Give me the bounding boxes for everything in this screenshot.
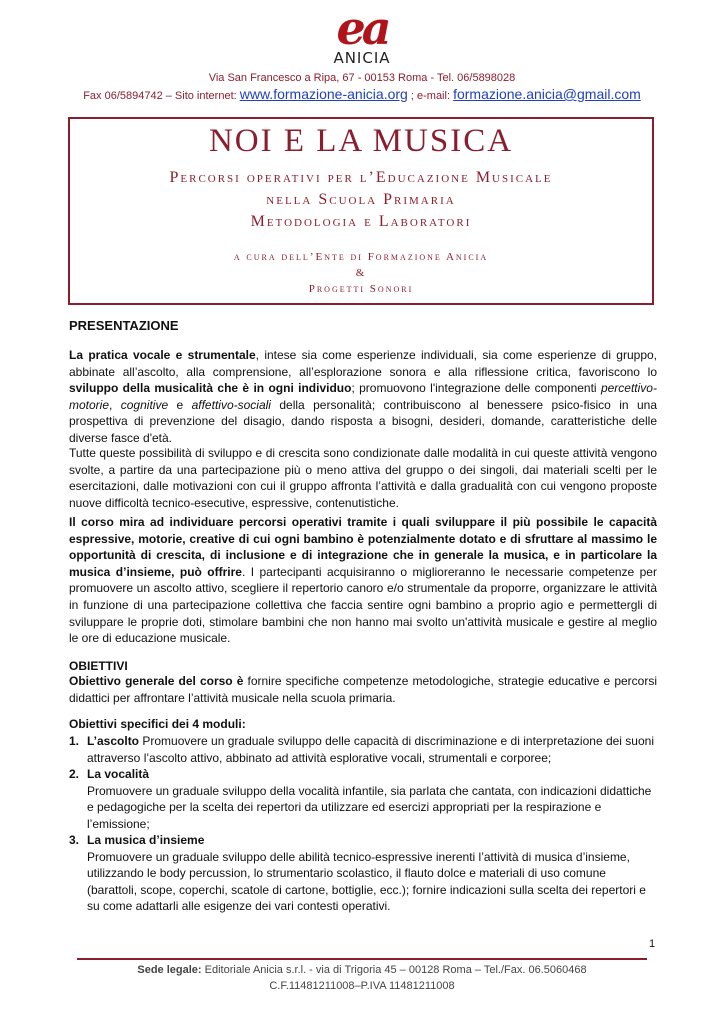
paragraph-corso <box>69 514 657 647</box>
bold-text: Il corso mira ad individuare percorsi operativi tramite i quali sviluppare il più possibile le capacità espressive, motorie, creative di cui ogni bambino è potenzialmente dotato e di sfruttare al massimo le opportunità di crescita, di inclusione e di integrazione che in generale la musica, e in particolare la musica d’insieme, può offrire <box>69 515 657 579</box>
email-label: ; e-mail: <box>407 90 454 102</box>
title-box <box>68 117 654 305</box>
curated-by-line: a cura dell’Ente di Formazione Anicia <box>233 251 489 263</box>
sede-label: Sede legale: <box>137 964 202 976</box>
logo-name: ANICIA <box>333 49 391 67</box>
page-number: 1 <box>649 938 656 950</box>
fax-site-label: Fax 06/5894742 – Sito internet: <box>83 90 240 102</box>
list-item <box>69 766 657 832</box>
sede-text: Editoriale Anicia s.r.l. - via di Trigoria 45 – 00128 Roma – Tel./Fax. 06.5060468 <box>201 964 587 976</box>
bold-text: Obiettivo generale del corso è <box>69 674 244 688</box>
text-run: e <box>168 397 192 412</box>
text-run: della personalità; contribuiscono al benessere psico-fisico in una prospettiva di prevenzione del disagio, dando risposta a bisogni, desideri, domande, caratteristiche delle diverse fasce d'età. <box>69 397 657 445</box>
curated-partner: Progetti Sonori <box>308 283 414 295</box>
list-number: 1. <box>69 734 80 748</box>
paragraph-pratica-vocale <box>69 347 657 447</box>
list-item <box>69 733 657 766</box>
curated-ampersand: & <box>355 267 367 279</box>
document-title: NOI E LA MUSICA <box>208 123 514 159</box>
website-link[interactable]: www.formazione-anicia.org <box>239 86 408 102</box>
paragraph-obiettivo-generale <box>69 673 657 706</box>
italic-text: cognitive <box>120 397 169 412</box>
bold-text: sviluppo della musicalità che è in ogni individuo <box>69 381 352 396</box>
list-item-title: L’ascolto <box>87 734 140 748</box>
moduli-list <box>69 733 657 915</box>
list-item-title: La vocalità <box>87 767 150 781</box>
contact-line <box>0 86 724 102</box>
text-run: . I partecipanti acquisiranno o miglioreranno le necessarie competenze per promuovere un ascolto attivo, scegliere il repertorio canoro e/o strumentale da proporre, organizzare le attività in funzione di una partecipazione collettiva che faccia sentire ogni bambino a proprio agio e permettergli di sviluppare le proprie doti, stimolare bambini che non hanno mai svolto un'attività musicale e gestire al meglio le ore di educazione musicale. <box>69 564 657 646</box>
text-run: ; promuovono l'integrazione delle componenti <box>351 381 601 396</box>
text-run: , <box>109 397 121 412</box>
footer-sede <box>0 964 724 976</box>
logo-mark: ea <box>336 1 388 55</box>
list-item-title: La musica d’insieme <box>87 833 205 847</box>
section-heading-presentazione: PRESENTAZIONE <box>69 318 179 333</box>
paragraph-possibilita: Tutte queste possibilità di sviluppo e di crescita sono condizionate dalle modalità in cui queste attività vengono svolte, a partire da una partecipazione più o meno attiva del gruppo o dei singoli, dai materiali scelti per le esercitazioni, dalle motivazioni con cui il gruppo affronta l’attività e dalla gradualità con cui vengono proposte nuove difficoltà tecnico-esecutive, espressive, contenutistiche. <box>69 446 657 510</box>
list-number: 3. <box>69 833 80 847</box>
italic-text: percettivo-motorie <box>69 381 657 412</box>
italic-text: affettivo-sociali <box>191 397 271 412</box>
section-heading-obiettivi: OBIETTIVI <box>69 659 128 673</box>
heading-obiettivi-specifici: Obiettivi specifici dei 4 moduli: <box>69 717 246 731</box>
subtitle-line-1: Percorsi operativi per l’Educazione Musicale <box>169 169 553 186</box>
list-item-text: Promuovere un graduale sviluppo della vocalità infantile, sia parlata che cantata, con indicazioni didattiche e pedagogiche per la scelta dei repertori da utilizzare ed esercizi appropriati per la respirazione e l’emissione; <box>87 783 652 831</box>
text-run: , intese sia come esperienze individuali, sia come esperienze di gruppo, abbinate all’ascolto, alla comprensione, all’esplorazione sonora e alla riflessione critica, favoriscono lo <box>69 348 658 379</box>
list-item-text: Promuovere un graduale sviluppo delle abilità tecnico-espressive inerenti l’attività di musica d’insieme, utilizzando le body percussion, lo strumentario scolastico, il flauto dolce e materiali di uso comune (barattoli, scope, coperchi, scatole di cartone, bottiglie, ecc.); fornire indicazioni sulla scelta dei repertori e su come adattarli alle esigenze dei vari contesti operativi. <box>87 849 646 913</box>
list-number: 2. <box>69 767 80 781</box>
bold-text: La pratica vocale e strumentale <box>69 348 256 362</box>
footer-divider <box>77 958 647 960</box>
footer-tax-ids: C.F.11481211008–P.IVA 11481211008 <box>269 980 455 992</box>
subtitle-line-3: Metodologia e Laboratori <box>250 213 472 230</box>
contact-address: Via San Francesco a Ripa, 67 - 00153 Roma - Tel. 06/5898028 <box>208 72 516 84</box>
anicia-logo <box>0 1 724 67</box>
email-link[interactable]: formazione.anicia@gmail.com <box>453 86 641 102</box>
subtitle-line-2: nella Scuola Primaria <box>266 191 456 208</box>
list-item-text: Promuovere un graduale sviluppo delle capacità di discriminazione e di interpretazione dei suoni attraverso l’ascolto attivo, abbinato ad attività esplorative vocali, strumentali e corporee; <box>87 734 654 765</box>
list-item <box>69 832 657 915</box>
text-run: fornire specifiche competenze metodologiche, strategie educative e percorsi didattici per affrontare l’attività musicale nella scuola primaria. <box>69 674 657 705</box>
